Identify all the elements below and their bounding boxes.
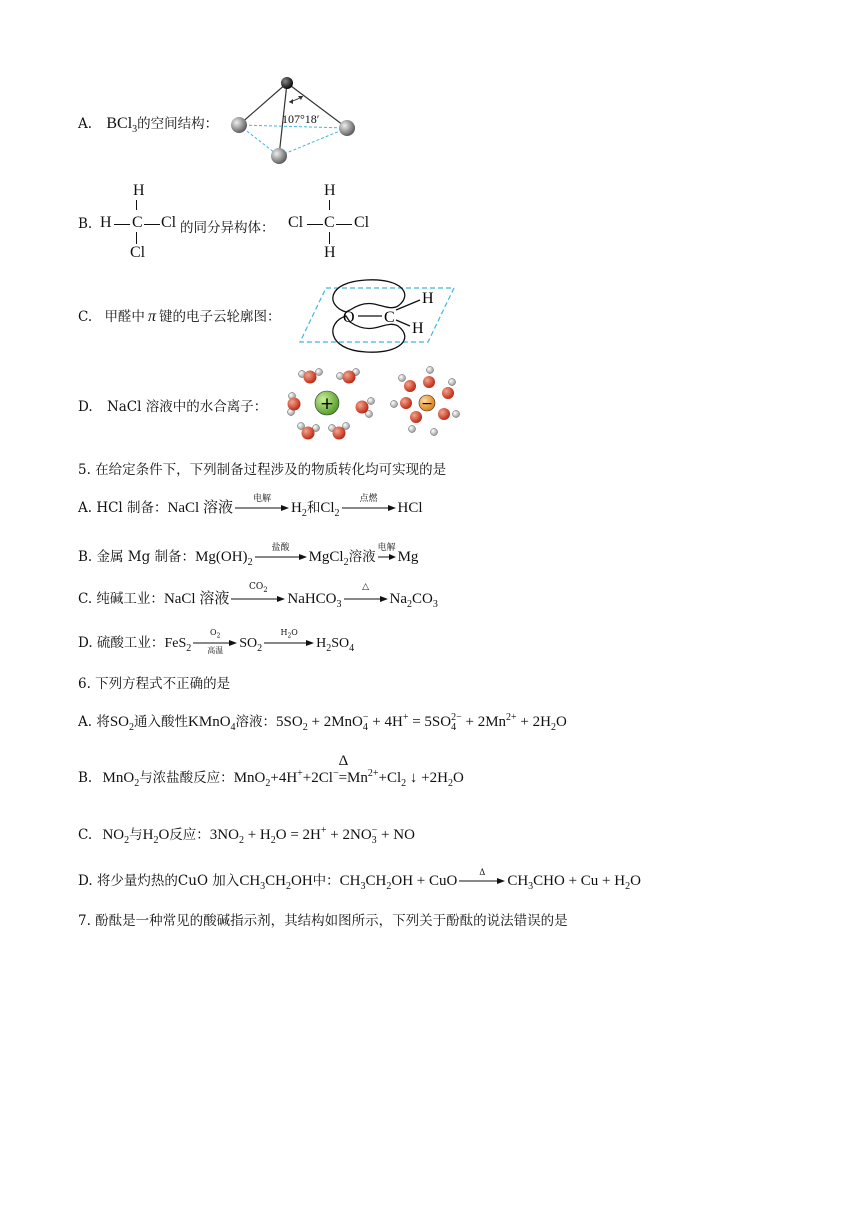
bond-vertical bbox=[136, 200, 137, 210]
q5-title: 5. 在给定条件下，下列制备过程涉及的物质转化均可实现的是 bbox=[78, 462, 447, 478]
reaction-arrow bbox=[255, 543, 307, 561]
option-a-label: A. bbox=[78, 116, 93, 132]
option-b-text: 的同分异构体： bbox=[180, 220, 275, 236]
q5d-prefix: D. 硫酸工业： bbox=[78, 635, 165, 651]
q5c-start: NaCl 溶液 bbox=[163, 591, 230, 607]
atom-c: C bbox=[132, 214, 143, 231]
option-c-text2: 键的电子云轮廓图： bbox=[158, 309, 281, 325]
atom-o: O bbox=[343, 309, 355, 326]
atom-h: H bbox=[133, 182, 145, 199]
bond-horizontal bbox=[114, 224, 130, 225]
plus-sign: + bbox=[319, 394, 335, 414]
q6d-suffix: 中： bbox=[312, 873, 340, 889]
option-d-line bbox=[78, 395, 267, 415]
q6d-ethanol: $CH_3CH_2OH$ bbox=[239, 873, 313, 892]
atom-cl: Cl bbox=[161, 214, 177, 231]
q6-option-a bbox=[78, 710, 567, 731]
bond-horizontal bbox=[336, 224, 352, 225]
atom-h: H bbox=[412, 320, 424, 337]
q6b-mno2: MnO$_2$ bbox=[102, 770, 140, 789]
option-b-label-wrap bbox=[78, 216, 92, 232]
option-a-formula: BCl$_3$ bbox=[106, 115, 138, 136]
q6c-h2o: $H_2O$ bbox=[142, 827, 170, 846]
boron-atom bbox=[281, 77, 293, 89]
sodium-ion-cluster bbox=[288, 369, 375, 440]
q6c-prefix: C. bbox=[78, 827, 93, 843]
q5c-end: $Na_2CO_3$ bbox=[389, 591, 438, 610]
reaction-arrow: $O_2$ 高温 bbox=[193, 639, 237, 647]
q6a-prefix: A. 将 bbox=[78, 714, 110, 730]
q6c-suffix: 反应： bbox=[169, 827, 210, 843]
q6b-equation: MnO$_2$+4H++2Cl− Δ $=Mn^{2+}+Cl_2$ ↓ $+2H_2O$ bbox=[233, 753, 464, 789]
q5-option-b bbox=[78, 545, 418, 566]
reaction-arrow: $CO_2$ bbox=[231, 595, 285, 603]
structure-right bbox=[288, 182, 398, 262]
q6a-so2: $SO_2$ bbox=[109, 714, 135, 733]
atom-h: H bbox=[324, 244, 336, 261]
q5b-mid-text: 溶液 bbox=[348, 549, 376, 565]
delta-sign: Δ bbox=[338, 753, 349, 769]
option-a-line bbox=[78, 112, 219, 136]
q5a-end: HCl bbox=[397, 500, 423, 516]
pi-bond-electron-cloud-diagram bbox=[296, 276, 460, 358]
chloride-ion-cluster bbox=[391, 367, 460, 436]
q6c-equation: $3NO_2 + H_2O = 2H^+ + 2NO_3^-$ + NO bbox=[209, 825, 415, 846]
q6a-kmno4: KMnO$_4$ bbox=[188, 714, 236, 733]
reaction-arrow bbox=[344, 582, 388, 603]
q6b-prefix: B. bbox=[78, 770, 93, 786]
q5-option-a bbox=[78, 496, 423, 517]
atom-h: H bbox=[324, 182, 336, 199]
arrow-condition: △ bbox=[362, 582, 369, 592]
reaction-arrow: $H_2O$ bbox=[264, 639, 314, 647]
pi-symbol: π bbox=[147, 308, 156, 325]
arrow-condition: Δ bbox=[479, 867, 486, 877]
bond-angle-label: 107°18′ bbox=[282, 112, 320, 126]
q6c-no2: $NO_2$ bbox=[102, 827, 130, 846]
arrow-condition: 电解 bbox=[377, 543, 396, 553]
q5d-start: FeS$_2$ bbox=[164, 636, 192, 654]
chlorine-atom bbox=[231, 117, 247, 133]
arrow-condition-bottom: 高温 bbox=[207, 646, 224, 655]
bond-vertical bbox=[329, 200, 330, 210]
reaction-arrow bbox=[377, 543, 396, 561]
hydrated-ions-diagram bbox=[282, 362, 472, 444]
bcl3-structure-diagram bbox=[225, 72, 360, 172]
q6-option-d bbox=[78, 869, 641, 890]
atom-c: C bbox=[384, 309, 395, 326]
q5b-start: $Mg(OH)_2$ bbox=[195, 549, 253, 568]
q5a-and: 和 bbox=[306, 500, 321, 516]
q5b-end: Mg bbox=[397, 549, 419, 565]
option-b-label: B. bbox=[78, 216, 93, 232]
q6d-equation: $CH_3CH_2OH$ + CuO Δ $CH_3CHO + Cu + H_2O$ bbox=[339, 867, 641, 892]
atom-cl: Cl bbox=[288, 214, 304, 231]
option-d-label: D. bbox=[78, 399, 93, 415]
chlorine-atom bbox=[339, 120, 355, 136]
bond-vertical bbox=[329, 232, 330, 244]
q5b-prefix: B. 金属 Mg 制备： bbox=[78, 549, 196, 565]
q5-option-c bbox=[78, 582, 438, 610]
bond-horizontal bbox=[144, 224, 160, 225]
q5a-h2: $H_2$ bbox=[290, 500, 307, 519]
q5b-mid: MgCl$_2$ bbox=[308, 549, 349, 568]
atom-cl: Cl bbox=[354, 214, 370, 231]
option-c-text: 甲醛中 bbox=[104, 309, 145, 325]
reaction-arrow bbox=[235, 494, 289, 512]
atom-c: C bbox=[324, 214, 335, 231]
q6-title: 6. 下列方程式不正确的是 bbox=[78, 676, 231, 692]
arrow-condition: 电解 bbox=[252, 494, 271, 504]
bond-vertical bbox=[136, 232, 137, 244]
option-c-label: C. bbox=[78, 309, 93, 325]
option-d-text: NaCl 溶液中的水合离子： bbox=[106, 399, 268, 415]
q6a-equation: $5SO_2 + 2MnO_4^- + 4H^+ = 5SO_4^{2-} + 2Mn^{2+} + 2H_2O$ bbox=[276, 712, 567, 733]
q6-option-c bbox=[78, 823, 415, 844]
reaction-arrow bbox=[342, 494, 396, 512]
reaction-arrow bbox=[459, 867, 505, 885]
q6b-suffix: 与浓盐酸反应： bbox=[139, 770, 234, 786]
q5d-end: $H_2SO_4$ bbox=[316, 636, 355, 654]
bond-horizontal bbox=[307, 224, 323, 225]
q6a-mid: 通入酸性 bbox=[134, 714, 189, 730]
q5a-start: NaCl 溶液 bbox=[167, 500, 233, 516]
q6d-prefix: D. 将少量灼热的CuO 加入 bbox=[78, 873, 240, 889]
q7-title: 7. 酚酞是一种常见的酸碱指示剂，其结构如图所示，下列关于酚酞的说法错误的是 bbox=[78, 913, 568, 929]
arrow-condition: 点燃 bbox=[359, 494, 378, 504]
q5a-cl2: $Cl_2$ bbox=[320, 500, 340, 519]
atom-cl: Cl bbox=[130, 244, 146, 261]
q5-option-d bbox=[78, 628, 355, 655]
minus-sign: − bbox=[421, 396, 433, 412]
q5a-prefix: A. HCl 制备： bbox=[78, 500, 168, 516]
q5c-prefix: C. 纯碱工业： bbox=[78, 591, 164, 607]
q5c-mid: NaHCO$_3$ bbox=[287, 591, 342, 610]
atom-h: H bbox=[422, 290, 434, 307]
chlorine-atom bbox=[271, 148, 287, 164]
q6-option-b bbox=[78, 753, 464, 789]
option-c-line bbox=[78, 305, 280, 326]
q5d-mid: $SO_2$ bbox=[239, 636, 263, 654]
q6a-suffix: 溶液： bbox=[235, 714, 277, 730]
arrow-condition: 盐酸 bbox=[271, 543, 290, 553]
q6c-with: 与 bbox=[129, 827, 143, 843]
option-a-text: 的空间结构： bbox=[137, 116, 219, 132]
atom-h: H bbox=[100, 214, 112, 231]
